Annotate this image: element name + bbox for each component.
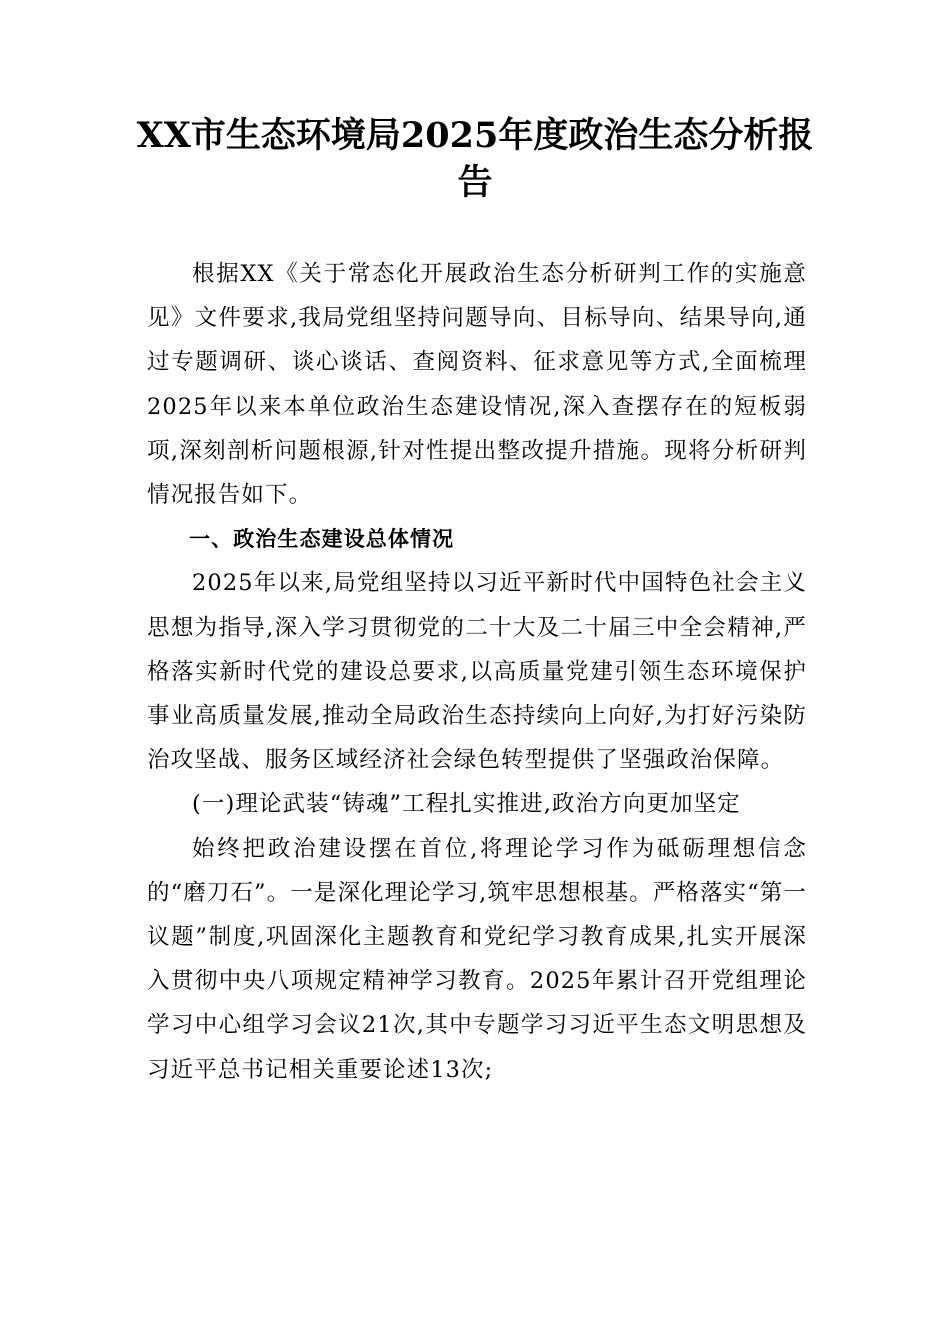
subsection-heading-1: (一)理论武装“铸魂”工程扎实推进,政治方向更加坚定 <box>192 791 741 818</box>
section-heading-1: 一、政治生态建设总体情况 <box>189 527 455 552</box>
document-title: XX市生态环境局2025年度政治生态分析报告 <box>136 115 814 203</box>
document-body <box>147 252 807 1092</box>
intro-paragraph: 根据XX《关于常态化开展政治生态分析研判工作的实施意见》文件要求,我局党组坚持问题导向、目标导向、结果导向,通过专题调研、谈心谈话、查阅资料、征求意见等方式,全面梳理2025年以来本单位政治生态建设情况,深入查摆存在的短板弱项,深刻剖析问题根源,针对性提出整改提升措施。现将分析研判情况报告如下。 <box>147 261 807 509</box>
theory-paragraph: 始终把政治建设摆在首位,将理论学习作为砥砺理想信念的“磨刀石”。一是深化理论学习,筑牢思想根基。严格落实“第一议题”制度,巩固深化主题教育和党纪学习教育成果,扎实开展深入贯彻中央八项规定精神学习教育。2025年累计召开党组理论学习中心组学习会议21次,其中专题学习习近平生态文明思想及习近平总书记相关重要论述13次; <box>147 835 807 1083</box>
overview-paragraph: 2025年以来,局党组坚持以习近平新时代中国特色社会主义思想为指导,深入学习贯彻党的二十大及二十届三中全会精神,严格落实新时代党的建设总要求,以高质量党建引领生态环境保护事业高质量发展,推动全局政治生态持续向上向好,为打好污染防治攻坚战、服务区域经济社会绿色转型提供了坚强政治保障。 <box>147 570 807 774</box>
